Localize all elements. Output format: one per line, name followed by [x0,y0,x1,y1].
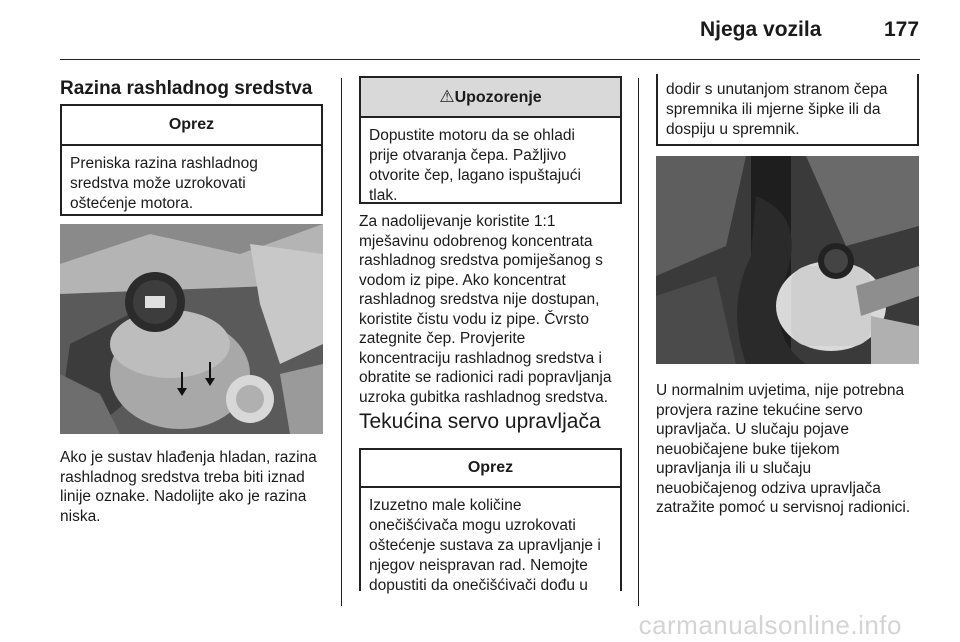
paragraph-line: obratite se radionici radi popravljanja [359,369,612,386]
caution-line: Izuzetno male količine [369,497,522,514]
column-divider-1 [341,78,342,606]
coolant-reservoir-photo [60,224,323,434]
warning-title: Upozorenje [454,89,542,106]
paragraph-line: neuobičajene buke tijekom [656,440,840,458]
paragraph-line: U normalnim uvjetima, nije potrebna [656,382,905,399]
paragraph-line: upravljača. U slučaju pojave [656,421,849,438]
power-steering-reservoir-photo [656,156,919,364]
paragraph-line: Za nadolijevanje koristite 1:1 [359,213,556,230]
paragraph-line: provjera razine tekućine servo [656,401,863,419]
caution-continuation-text [658,74,917,148]
paragraph-line: rashladnog sredstva nije dostupan, [359,291,600,308]
paragraph-line: rashladnog sredstva treba biti iznad [60,468,305,486]
paragraph-line: upravljanja ili u slučaju [656,460,812,477]
caution-title: Oprez [62,106,321,146]
paragraph-line: neuobičajenog odziva upravljača [656,479,881,497]
caution-line: dospiju u spremnik. [666,121,800,138]
paragraph-line: koncentraciju rashladnog sredstva i [359,349,602,367]
coolant-caution-box [60,104,323,216]
warning-triangle-icon: ⚠ [439,87,455,107]
caution-line: oštećenje motora. [70,195,194,212]
caution-line: dodir s unutanjom stranom čepa [666,81,888,98]
header-divider [60,59,920,60]
paragraph-line: niska. [60,507,101,525]
paragraph-line: koristite čistu vodu iz pipe. Čvrsto [359,310,590,328]
caution-line: oštećenje sustava za upravljanje i [369,537,601,554]
column-divider-2 [638,78,639,606]
coolant-paragraph [60,448,335,526]
caution-text [62,146,321,222]
caution-line: Preniska razina rashladnog [70,155,258,172]
paragraph-line: linije oznake. Nadolijte ako je razina [60,488,307,505]
caution-continuation-box [656,74,919,146]
caution-line: sredstva može uzrokovati [70,175,246,192]
caution-line: dopustiti da onečišćivači dođu u [369,577,588,594]
power-steering-caution-box [359,448,622,594]
paragraph-line: zategnite čep. Provjerite [359,330,526,347]
warning-line: tlak. [369,187,398,204]
power-steering-heading: Tekućina servo upravljača [359,410,601,433]
refill-paragraph [359,212,629,407]
coolant-section-heading: Razina rashladnog sredstva [60,78,313,99]
caution-line: njegov neispravan rad. Nemojte [369,557,588,574]
warning-box [359,76,622,204]
paragraph-line: Ako je sustav hlađenja hladan, razina [60,449,317,466]
page-header-title: Njega vozila [700,18,822,41]
paragraph-line: mješavinu odobrenog koncentrata [359,232,593,250]
caution-line: spremnika ili mjerne šipke ili da [666,101,881,118]
watermark: carmanualsonline.info [638,610,902,640]
caution-text [361,488,620,604]
paragraph-line: zatražite pomoć u servisnoj radionici. [656,499,911,516]
power-steering-paragraph [656,381,946,518]
warning-line: otvorite čep, lagano ispuštajući [369,167,581,184]
paragraph-line: rashladnog sredstva pomiješanog s [359,252,603,269]
warning-header [361,78,620,118]
warning-line: Dopustite motoru da se ohladi [369,127,575,144]
caution-line: onečišćivača mogu uzrokovati [369,517,576,534]
paragraph-line: vodom iz pipe. Ako koncentrat [359,271,566,289]
paragraph-line: uzroka gubitka rashladnog sredstva. [359,388,609,406]
warning-text [361,118,620,214]
caution-title: Oprez [361,450,620,488]
warning-line: prije otvaranja čepa. Pažljivo [369,147,567,164]
page-number: 177 [884,18,920,41]
